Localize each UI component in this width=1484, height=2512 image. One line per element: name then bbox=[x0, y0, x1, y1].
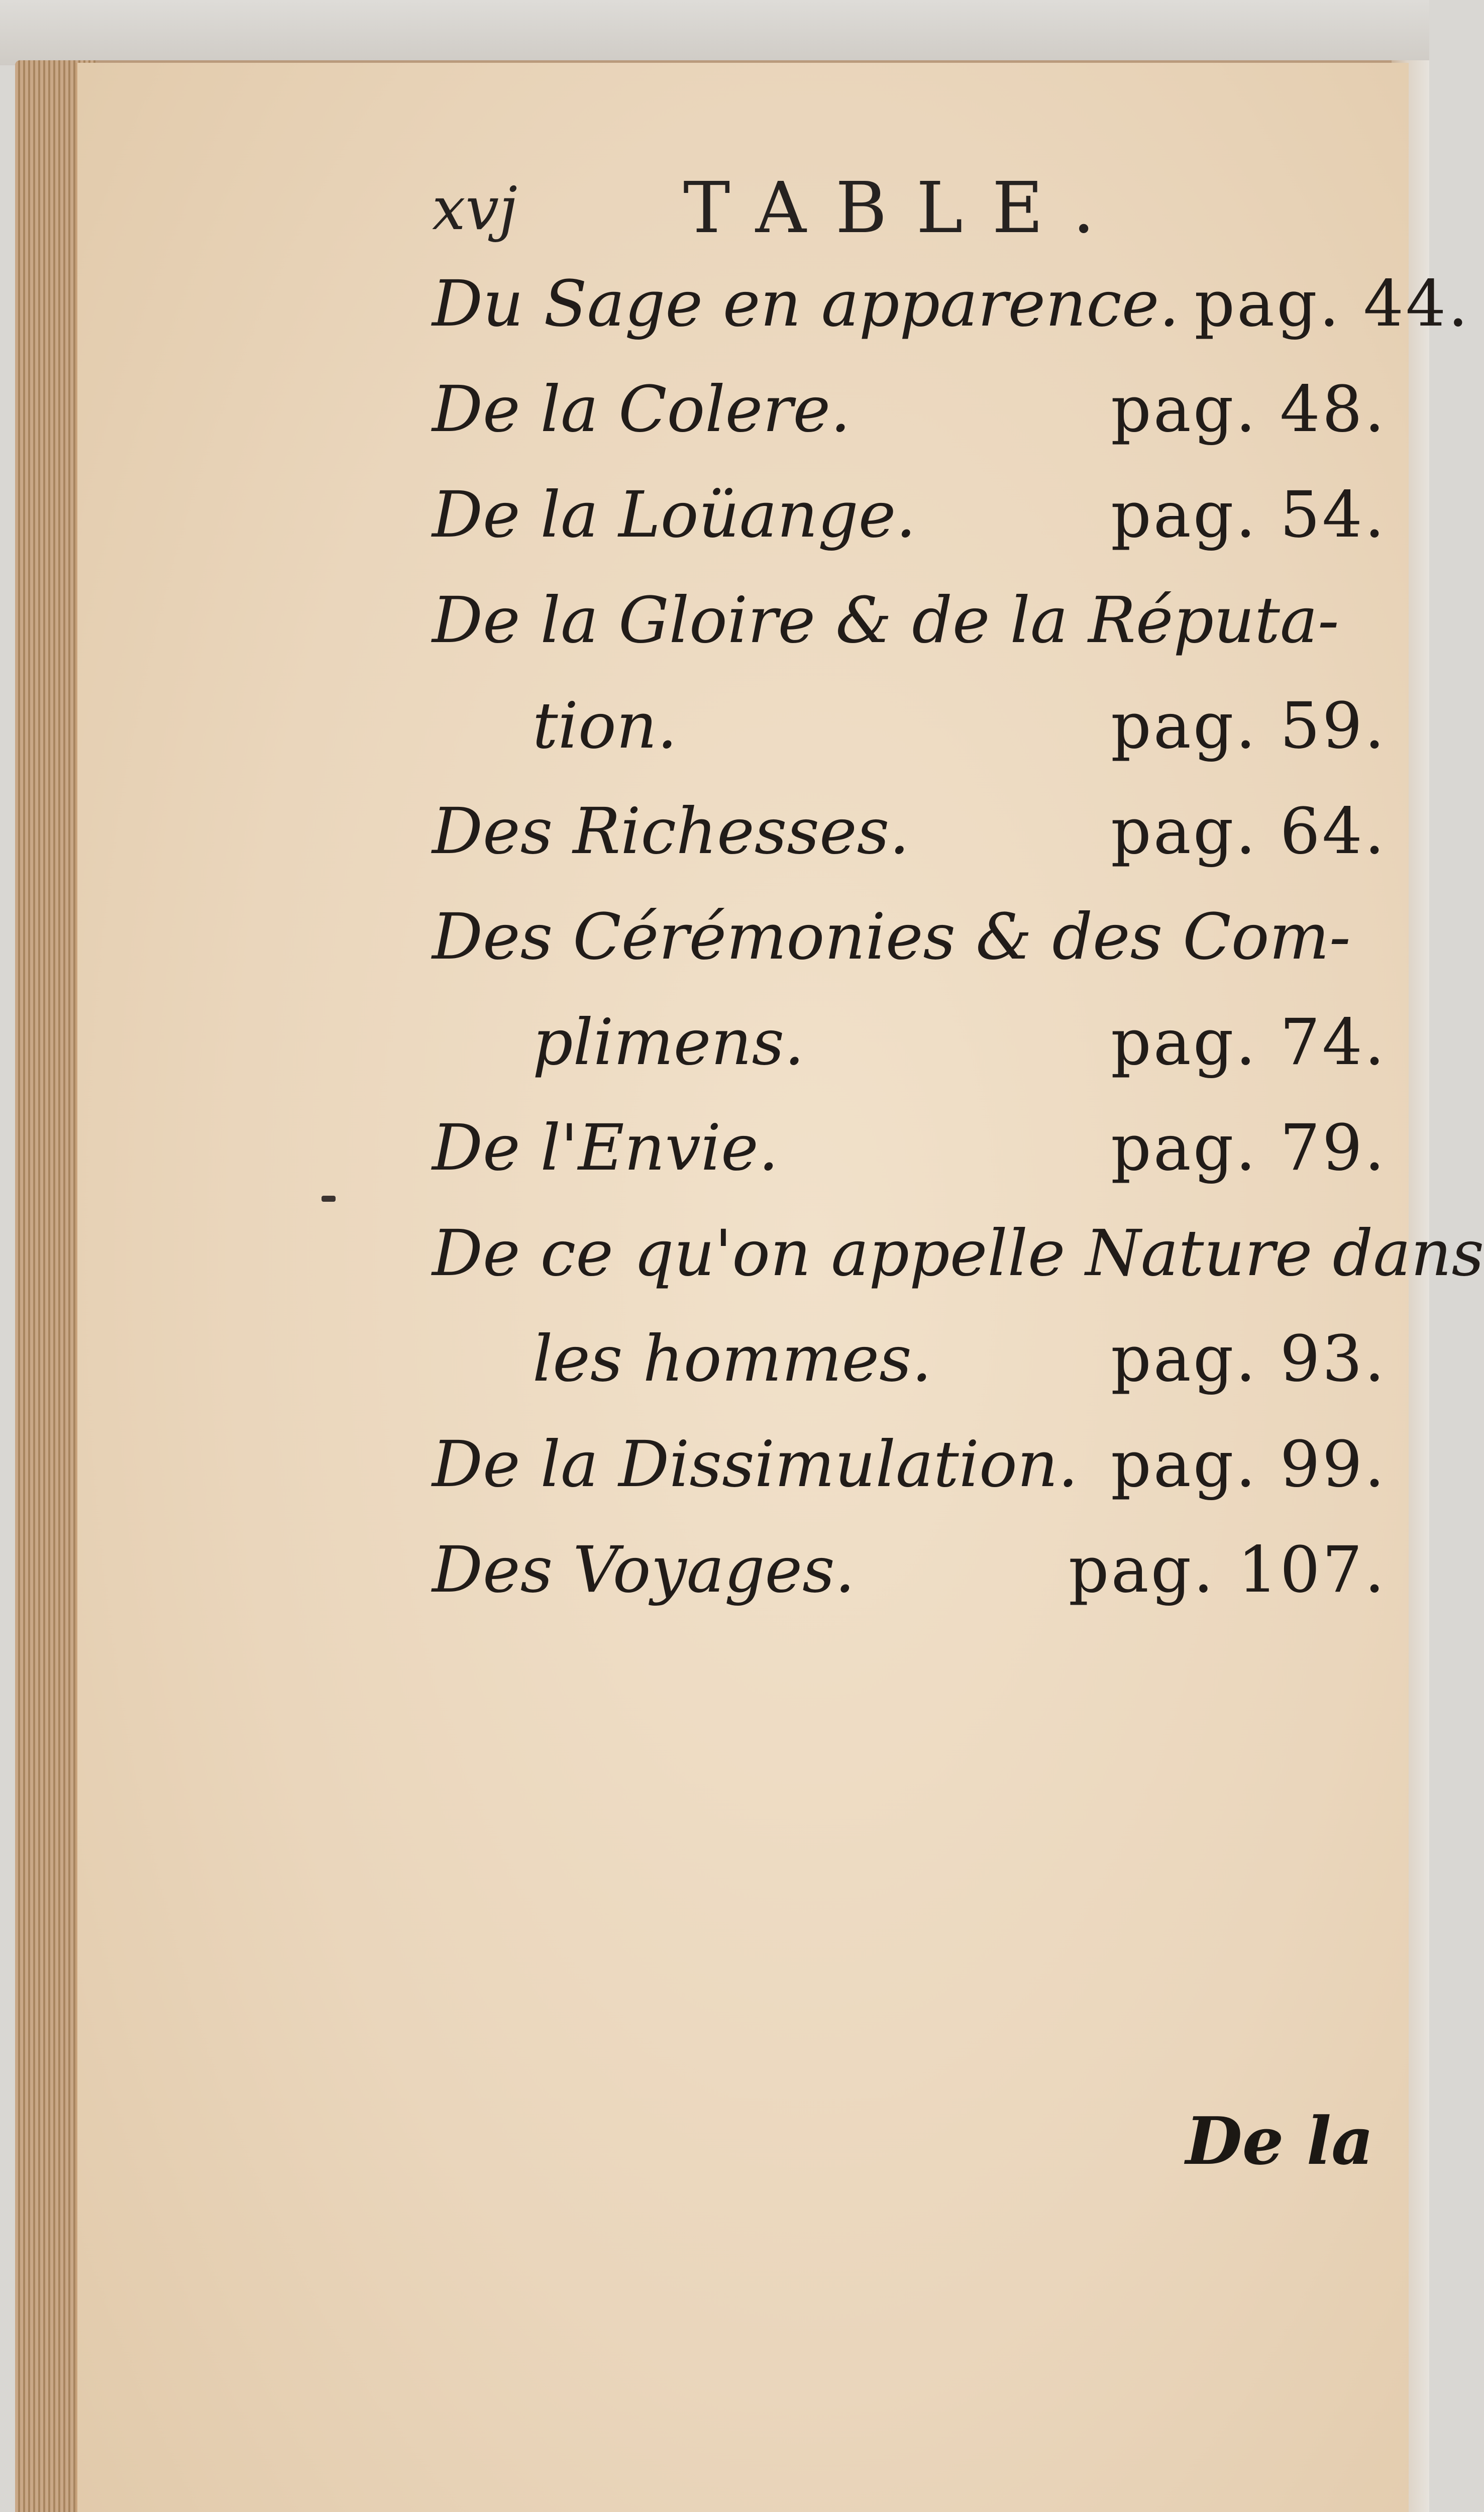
toc-entry-title: Des Cérémonies & des Com- bbox=[432, 900, 1351, 974]
toc-entry-line bbox=[432, 673, 1387, 779]
toc-entry-title: De la Loüange. bbox=[432, 478, 916, 552]
toc-entry-line bbox=[432, 990, 1387, 1095]
toc-entry-line bbox=[432, 568, 1387, 673]
toc-page-ref: pag. 99. bbox=[1111, 1427, 1387, 1501]
page-folio: xvj bbox=[432, 174, 517, 243]
toc-entry bbox=[432, 884, 1387, 1095]
toc-entry bbox=[432, 1412, 1387, 1517]
toc-entry bbox=[432, 1201, 1484, 1412]
toc-page-ref: pag. 64. bbox=[1111, 794, 1387, 868]
toc-entry bbox=[432, 462, 1387, 568]
toc-entry-title: Des Voyages. bbox=[432, 1533, 855, 1607]
toc-entry-line bbox=[432, 1095, 1387, 1201]
toc-entry bbox=[432, 1095, 1387, 1201]
margin-mark bbox=[322, 1196, 336, 1202]
toc-page-ref: pag. 59. bbox=[1111, 689, 1387, 763]
toc-entry-line bbox=[432, 1517, 1387, 1623]
toc-entry-line bbox=[432, 779, 1387, 884]
table-of-contents bbox=[432, 251, 1484, 1623]
toc-page-ref: pag. 54. bbox=[1111, 478, 1387, 552]
toc-entry-line bbox=[432, 1306, 1387, 1412]
toc-entry-line bbox=[432, 884, 1387, 990]
toc-entry bbox=[432, 357, 1387, 462]
toc-page-ref: pag. 107. bbox=[1068, 1533, 1387, 1607]
toc-page-ref: pag. 79. bbox=[1111, 1111, 1387, 1185]
toc-entry-title: Du Sage en apparence. bbox=[432, 267, 1180, 341]
toc-entry bbox=[432, 568, 1387, 779]
toc-entry-title: De la Colere. bbox=[432, 372, 851, 446]
toc-entry-title-continued: plimens. bbox=[533, 1005, 805, 1079]
toc-page-ref: pag. 93. bbox=[1111, 1322, 1387, 1396]
page-title: TABLE. bbox=[683, 167, 1124, 249]
toc-entry bbox=[432, 779, 1387, 884]
toc-entry-title: De ce qu'on appelle Nature dans bbox=[432, 1216, 1484, 1290]
toc-entry-line bbox=[432, 1201, 1484, 1306]
toc-entry-title: De l'Envie. bbox=[432, 1111, 779, 1185]
toc-page-ref: pag. 44. bbox=[1194, 267, 1470, 341]
toc-entry-title-continued: les hommes. bbox=[533, 1322, 932, 1396]
toc-entry-line bbox=[432, 1412, 1387, 1517]
toc-entry-title-continued: tion. bbox=[533, 689, 677, 763]
toc-entry-title: Des Richesses. bbox=[432, 794, 910, 868]
toc-entry-title: De la Gloire & de la Réputa- bbox=[432, 583, 1339, 657]
toc-entry bbox=[432, 1517, 1387, 1623]
toc-entry-line bbox=[432, 462, 1387, 568]
toc-entry bbox=[432, 251, 1470, 357]
toc-page-ref: pag. 74. bbox=[1111, 1005, 1387, 1079]
toc-entry-title: De la Dissimulation. bbox=[432, 1427, 1079, 1501]
toc-page-ref: pag. 48. bbox=[1111, 372, 1387, 446]
scan-background-top bbox=[0, 0, 1429, 65]
toc-entry-line bbox=[432, 251, 1470, 357]
catchword: De la bbox=[1186, 2103, 1374, 2179]
toc-entry-line bbox=[432, 357, 1387, 462]
